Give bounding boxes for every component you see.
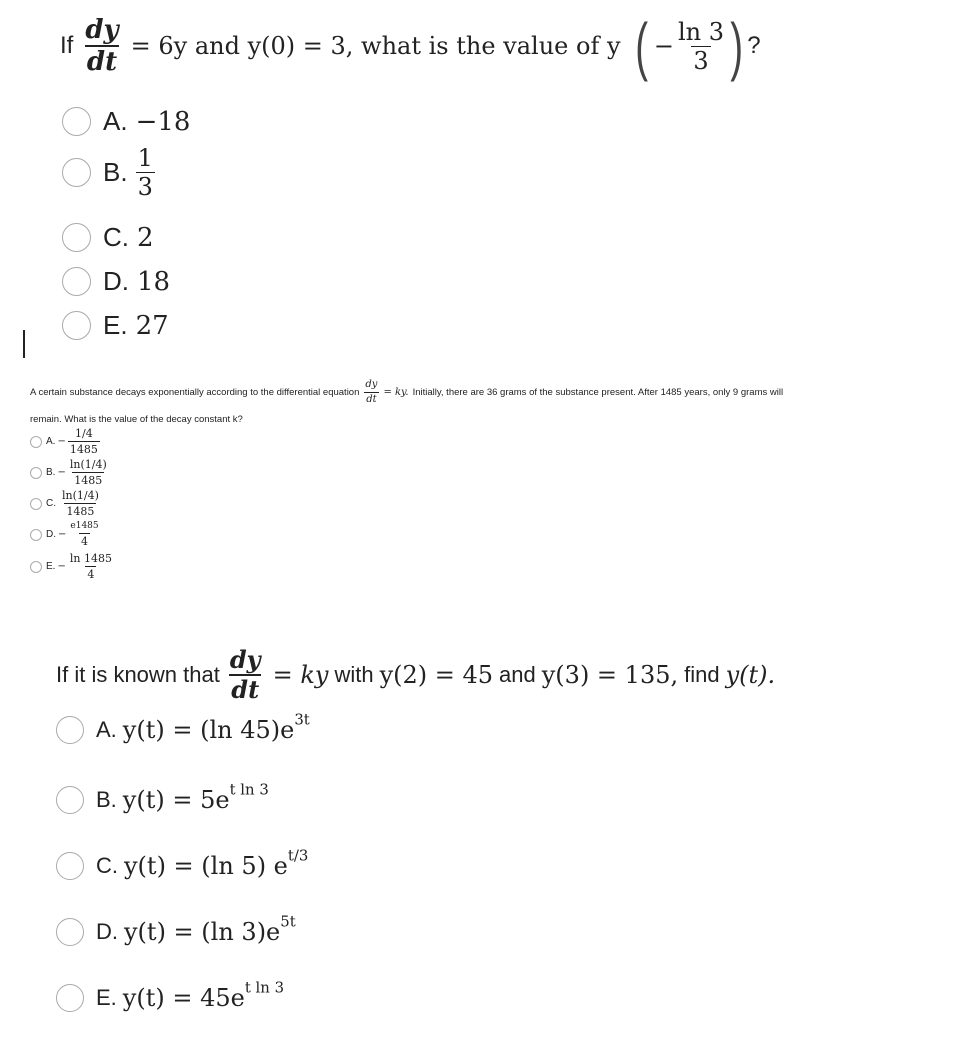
q1-option-a-value: −18 bbox=[135, 106, 191, 137]
q3-option-b-exp: t ln 3 bbox=[229, 780, 269, 799]
text-cursor bbox=[23, 330, 25, 358]
q2-option-a-letter: A. bbox=[46, 436, 56, 447]
q3-and: and bbox=[499, 662, 536, 687]
question-1-stem bbox=[60, 10, 761, 82]
q1-dy: dy bbox=[85, 15, 119, 45]
q1-option-e-letter: E. bbox=[103, 310, 128, 340]
q1-radio-e[interactable] bbox=[62, 311, 91, 340]
q3-radio-a[interactable] bbox=[56, 716, 84, 744]
q3-option-a[interactable] bbox=[56, 710, 310, 744]
q2-radio-c[interactable] bbox=[30, 498, 42, 510]
q3-option-c-expr bbox=[124, 846, 309, 880]
q1-option-e[interactable] bbox=[62, 310, 169, 341]
q1-eq-middle: = 6y and y(0) = 3, what is the value of y bbox=[130, 32, 621, 60]
q1-prefix: If bbox=[60, 32, 74, 59]
q1-option-b-letter: B. bbox=[103, 157, 128, 187]
q2-option-a-den: 1485 bbox=[69, 443, 98, 456]
q3-stem bbox=[56, 645, 776, 704]
q2-option-a-num: 1/4 bbox=[74, 427, 93, 440]
q3-radio-e[interactable] bbox=[56, 984, 84, 1012]
q3-option-d-letter: D. bbox=[96, 919, 118, 944]
q2-option-b-sign: − bbox=[57, 467, 66, 478]
q2-option-a-sign: − bbox=[57, 436, 66, 447]
q2-option-b[interactable] bbox=[30, 459, 109, 486]
q3-option-e-expr bbox=[122, 978, 285, 1012]
q1-arg-den: 3 bbox=[693, 46, 709, 75]
q3-radio-d[interactable] bbox=[56, 918, 84, 946]
q2-option-d-num: e1485 bbox=[70, 521, 99, 531]
q2-dt: dt bbox=[366, 394, 377, 405]
q2-radio-e[interactable] bbox=[30, 561, 42, 573]
q3-option-e-exp: t ln 3 bbox=[244, 978, 285, 997]
q2-stem-line2: remain. What is the value of the decay constant k? bbox=[30, 414, 243, 425]
q2-text-after: Initially, there are 36 grams of the substance present. After 1485 years, only 9 grams will bbox=[412, 387, 784, 398]
q2-option-e-sign: − bbox=[57, 561, 66, 572]
q3-radio-b[interactable] bbox=[56, 786, 84, 814]
q1-option-d[interactable] bbox=[62, 266, 170, 297]
q3-option-a-exp: 3t bbox=[294, 710, 310, 729]
q1-suffix: ? bbox=[747, 32, 761, 59]
q1-arg-num: ln 3 bbox=[677, 17, 724, 46]
q2-option-c-den: 1485 bbox=[66, 505, 95, 518]
q3-option-a-base: y(t) = (ln 45)e bbox=[122, 716, 295, 744]
q3-option-d-exp: 5t bbox=[280, 912, 296, 931]
q3-option-d[interactable] bbox=[56, 912, 296, 946]
q2-option-d-letter: D. bbox=[46, 529, 56, 540]
q3-option-d-base: y(t) = (ln 3)e bbox=[124, 918, 281, 946]
q3-option-d-expr bbox=[124, 912, 296, 946]
q3-dy: dy bbox=[229, 645, 261, 674]
q2-option-b-den: 1485 bbox=[74, 474, 103, 487]
q3-cond1: y(2) = 45 bbox=[379, 661, 494, 689]
q3-option-b-expr bbox=[122, 780, 269, 814]
q2-option-d-den: 4 bbox=[81, 535, 88, 548]
q1-radio-c[interactable] bbox=[62, 223, 91, 252]
q2-option-d-sign: − bbox=[58, 529, 67, 540]
q3-option-b[interactable] bbox=[56, 780, 269, 814]
q1-option-d-letter: D. bbox=[103, 266, 129, 296]
q3-option-a-letter: A. bbox=[96, 717, 117, 742]
q2-option-e[interactable] bbox=[30, 553, 114, 580]
q1-arg-fraction bbox=[676, 17, 726, 75]
q1-option-b-num: 1 bbox=[137, 144, 153, 172]
q2-radio-b[interactable] bbox=[30, 467, 42, 479]
q3-cond2: y(3) = 135, bbox=[541, 661, 679, 689]
q1-option-a[interactable] bbox=[62, 106, 190, 137]
q1-option-a-letter: A. bbox=[103, 106, 128, 136]
q3-radio-c[interactable] bbox=[56, 852, 84, 880]
q2-radio-a[interactable] bbox=[30, 436, 42, 448]
q1-dt: dt bbox=[86, 47, 118, 77]
q2-option-e-letter: E. bbox=[46, 561, 56, 572]
q2-option-e-den: 4 bbox=[87, 568, 95, 581]
q2-option-b-fraction bbox=[68, 459, 109, 486]
q2-option-b-letter: B. bbox=[46, 467, 56, 478]
q3-option-e-base: y(t) = 45e bbox=[122, 984, 245, 1012]
q3-option-c-exp: t/3 bbox=[287, 846, 309, 865]
q1-arg-minus: − bbox=[653, 32, 674, 60]
q1-option-c[interactable] bbox=[62, 222, 154, 253]
q3-dt: dt bbox=[231, 675, 260, 704]
q1-derivative bbox=[83, 17, 120, 75]
q1-option-b[interactable] bbox=[62, 146, 155, 199]
q1-option-b-fraction bbox=[136, 146, 155, 199]
q3-eq: = ky bbox=[272, 661, 329, 689]
q2-text-eq: = ky. bbox=[383, 387, 409, 398]
q2-option-d-fraction bbox=[68, 522, 100, 547]
q3-with: with bbox=[334, 662, 374, 687]
q1-option-c-letter: C. bbox=[103, 222, 129, 252]
q2-option-c-letter: C. bbox=[46, 498, 56, 509]
q3-option-a-expr bbox=[122, 710, 310, 744]
q2-option-a[interactable] bbox=[30, 428, 100, 455]
q1-radio-d[interactable] bbox=[62, 267, 91, 296]
q3-option-e[interactable] bbox=[56, 978, 285, 1012]
q2-option-c[interactable] bbox=[30, 490, 101, 517]
q1-right-paren: ) bbox=[730, 10, 744, 82]
q3-option-b-base: y(t) = 5e bbox=[122, 786, 230, 814]
q1-option-c-value: 2 bbox=[137, 222, 154, 253]
q3-option-b-letter: B. bbox=[96, 787, 117, 812]
q2-stem-line1 bbox=[30, 380, 783, 405]
q1-left-paren: ( bbox=[634, 10, 648, 82]
q3-target: y(t). bbox=[725, 661, 776, 689]
q3-find: find bbox=[684, 662, 720, 687]
q1-radio-a[interactable] bbox=[62, 107, 91, 136]
q2-derivative bbox=[363, 380, 379, 405]
q2-dy: dy bbox=[365, 379, 378, 390]
q2-option-c-fraction bbox=[60, 490, 101, 517]
q2-option-e-fraction bbox=[68, 553, 114, 580]
q2-option-e-num: ln 1485 bbox=[69, 552, 112, 565]
q3-derivative bbox=[228, 645, 263, 704]
q2-radio-d[interactable] bbox=[30, 529, 42, 541]
q2-option-a-fraction bbox=[68, 428, 100, 455]
q1-option-d-value: 18 bbox=[137, 266, 171, 297]
q3-prefix: If it is known that bbox=[56, 662, 220, 687]
q3-option-c-letter: C. bbox=[96, 853, 118, 878]
q3-option-e-letter: E. bbox=[96, 985, 117, 1010]
q1-option-b-den: 3 bbox=[137, 173, 153, 201]
q2-text-before: A certain substance decays exponentially according to the differential equation bbox=[30, 387, 360, 398]
q1-option-e-value: 27 bbox=[135, 310, 169, 341]
q2-option-c-num: ln(1/4) bbox=[62, 489, 99, 502]
q3-option-c[interactable] bbox=[56, 846, 309, 880]
q1-radio-b[interactable] bbox=[62, 158, 91, 187]
q2-option-b-num: ln(1/4) bbox=[69, 458, 107, 471]
q2-option-d[interactable] bbox=[30, 522, 101, 547]
q3-option-c-base: y(t) = (ln 5) e bbox=[124, 852, 288, 880]
